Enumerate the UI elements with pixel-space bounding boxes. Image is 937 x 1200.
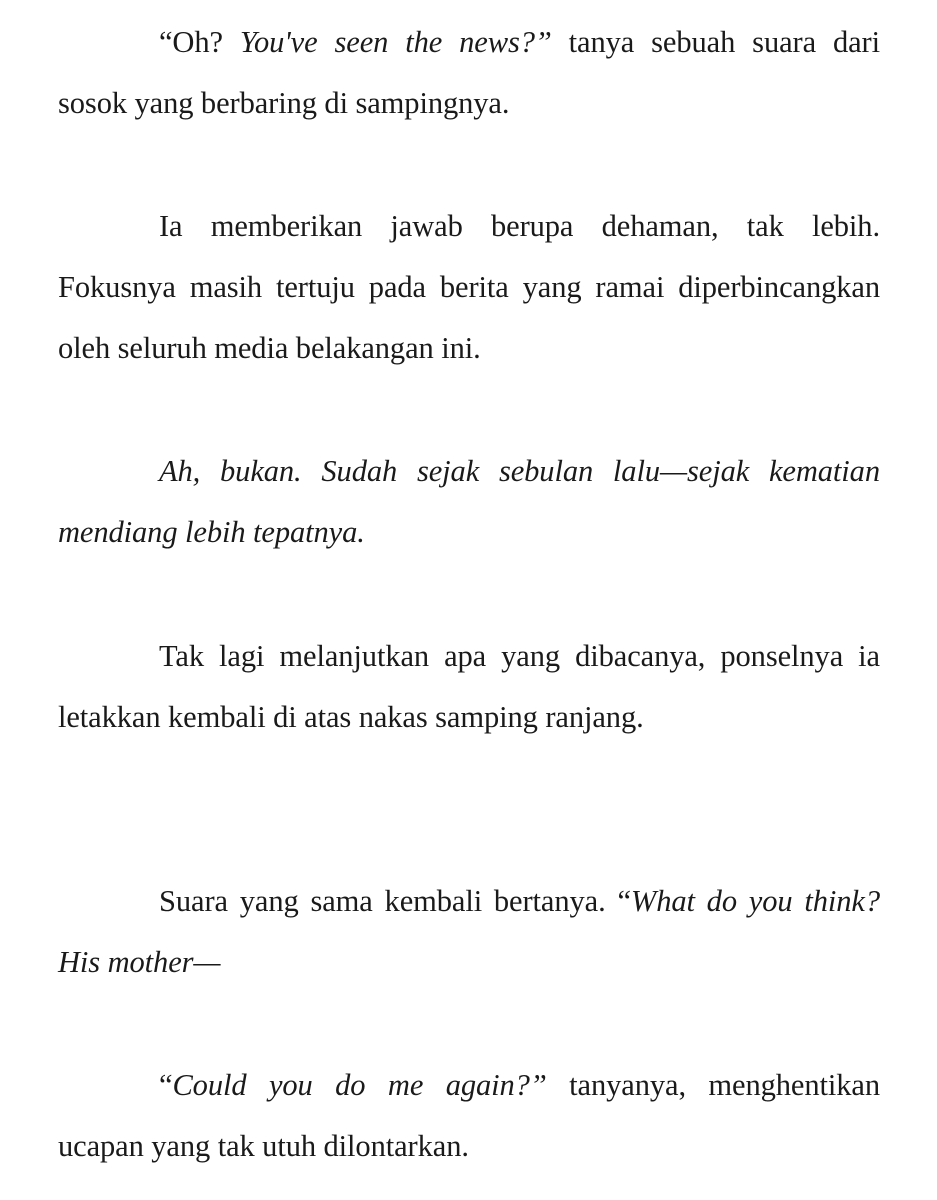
paragraph-5-text: Suara yang sama kembali bertanya. “ [159, 884, 631, 918]
paragraph-3 [58, 441, 880, 563]
paragraph-6-text: “ [159, 1068, 173, 1102]
paragraph-6-italic-text: Could you do me again?” [172, 1068, 547, 1102]
paragraph-4 [58, 626, 880, 748]
paragraph-5-italic-text: What do you think? His mother— [58, 884, 880, 979]
paragraph-1-text: “Oh? [159, 25, 240, 59]
paragraph-3-italic-text: Ah, bukan. Sudah sejak sebulan lalu—sejak kematian mendiang lebih tepatnya. [58, 454, 880, 549]
paragraph-6-text-2: tanyanya, menghentikan ucapan yang tak utuh dilontarkan. [58, 1068, 880, 1163]
paragraph-1-italic-text: You've seen the news?” [239, 25, 552, 59]
paragraph-4-text: Tak lagi melanjutkan apa yang dibacanya, ponselnya ia letakkan kembali di atas nakas samping ranjang. [58, 639, 880, 734]
paragraph-5 [58, 871, 880, 993]
paragraph-2-text: Ia memberikan jawab berupa dehaman, tak lebih. Fokusnya masih tertuju pada berita yang ramai diperbincangkan oleh seluruh media belakangan ini. [58, 209, 880, 365]
document-page [58, 0, 880, 1200]
paragraph-1-text-2: tanya sebuah suara dari sosok yang berbaring di sampingnya. [58, 25, 880, 120]
paragraph-1 [58, 12, 880, 134]
paragraph-2 [58, 196, 880, 379]
paragraph-6 [58, 1055, 880, 1177]
